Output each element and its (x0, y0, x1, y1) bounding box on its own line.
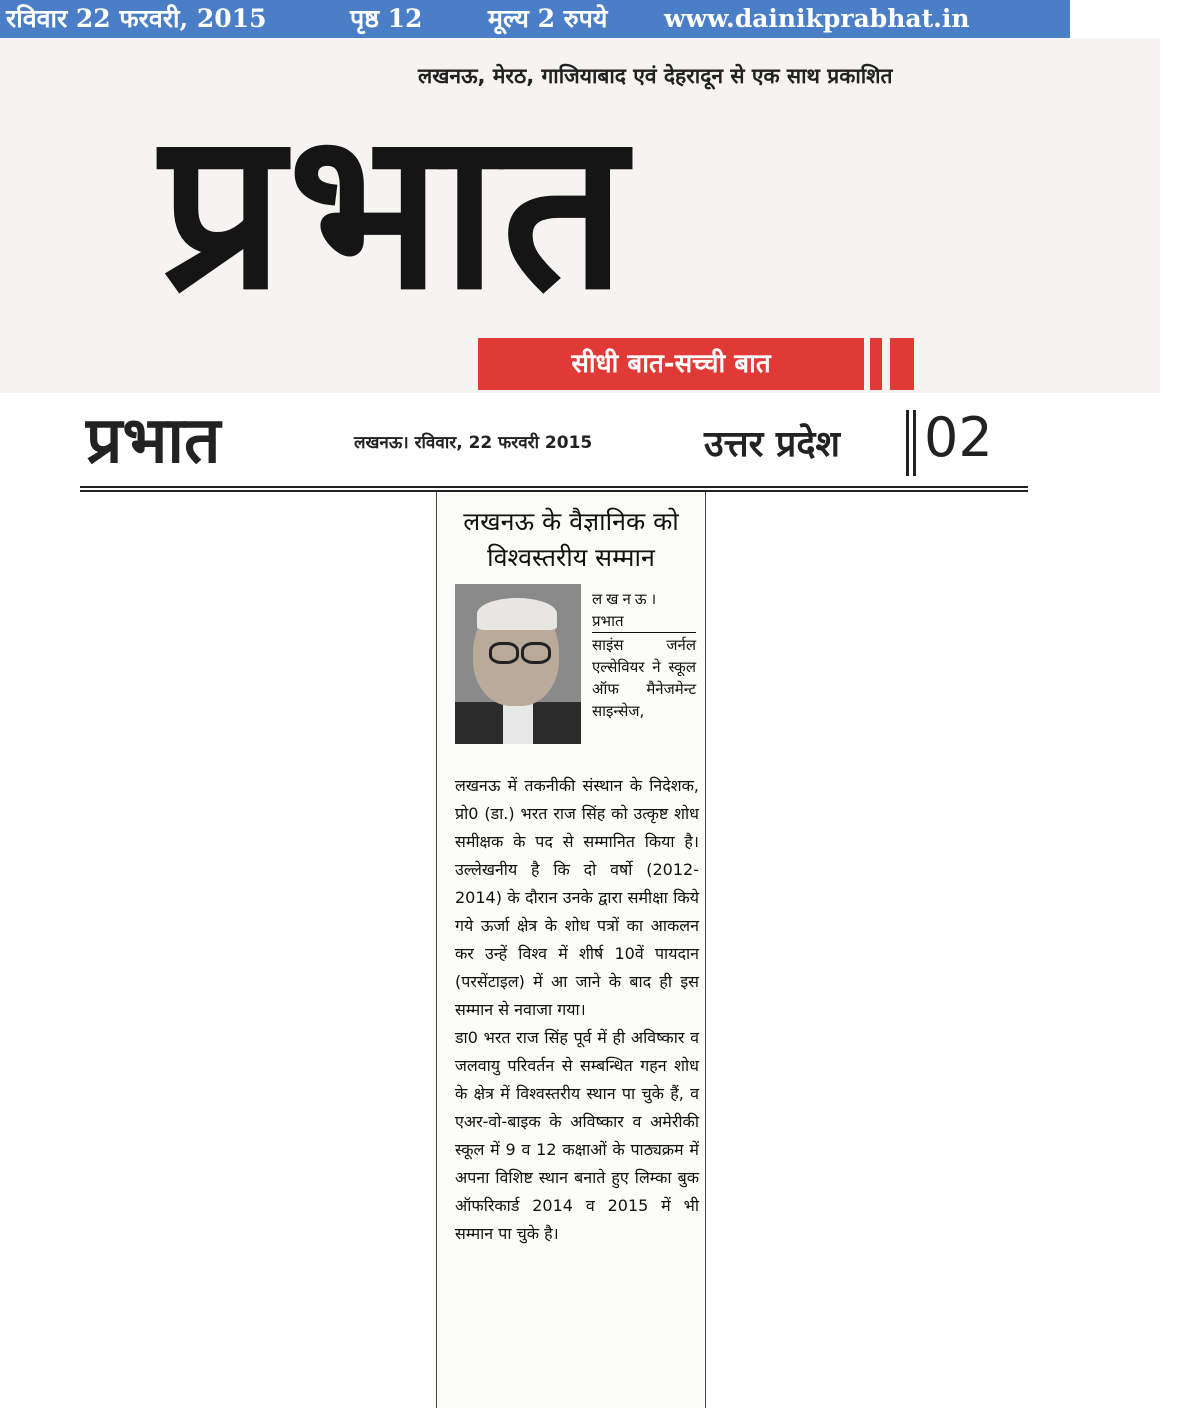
headline-line: विश्वस्तरीय सम्मान (487, 543, 655, 572)
photo-glasses (521, 642, 551, 664)
section-divider (906, 410, 909, 476)
article-side-text: साइंस जर्नल एल्सेवियर ने स्कूल ऑफ मैनेजमेन्ट साइन्सेज, (592, 636, 696, 720)
news-article (436, 492, 706, 1408)
tagline-accent-bar (870, 338, 882, 390)
article-byline (592, 588, 696, 633)
newspaper-logo: प्रभात (160, 85, 631, 338)
section-title: उत्तर प्रदेश (704, 424, 840, 465)
section-divider (913, 410, 916, 476)
top-date-bar (0, 0, 1070, 38)
headline-line: लखनऊ के वैज्ञानिक को (463, 507, 679, 536)
page-header-logo: प्रभात (86, 404, 221, 478)
page-header-dateline: लखनऊ। रविवार, 22 फरवरी 2015 (354, 433, 593, 453)
top-bar-price: मूल्य 2 रुपये (488, 4, 608, 33)
top-bar-date: रविवार 22 फरवरी, 2015 (6, 4, 267, 33)
publishing-cities: लखनऊ, मेरठ, गाजियाबाद एवं देहरादून से एक साथ प्रकाशित (418, 64, 893, 88)
article-body (455, 772, 699, 1248)
top-bar-website: www.dainikprabhat.in (664, 4, 970, 33)
article-paragraph: लखनऊ में तकनीकी संस्थान के निदेशक, प्रो0 (डा.) भरत राज सिंह को उत्कृष्ट शोध समीक्षक के पद से सम्मानित किया है। उल्लेखनीय है कि दो वर्षो (2012-2014) के दौरान उनके द्वारा समीक्षा किये गये ऊर्जा क्षेत्र के शोध पत्रों का आकलन कर उन्हें विश्व में शीर्ष 10वें पायदान (परसेंटाइल) में आ जाने के बाद ही इस सम्मान से नवाजा गया। (455, 776, 699, 1019)
photo-shirt (503, 702, 533, 744)
photo-hair (477, 598, 557, 630)
tagline-accent-bar (890, 338, 914, 390)
top-bar-page: पृष्ठ 12 (350, 4, 423, 33)
article-paragraph: डा0 भरत राज सिंह पूर्व में ही अविष्कार व जलवायु परिवर्तन से सम्बन्धित गहन शोध के क्षेत्र में विश्वस्तरीय स्थान पा चुके हैं, व एअर-वो-बाइक के अविष्कार व अमेरीकी स्कूल में 9 व 12 कक्षाओं के पाठ्यक्रम में अपना विशिष्ट स्थान बनाते हुए लिम्का बुक ऑफरिकार्ड 2014 व 2015 में भी सम्मान पा चुके है। (455, 1028, 699, 1243)
byline-source: प्रभात (592, 610, 696, 633)
page-header (80, 400, 1028, 492)
scientist-photo (455, 584, 581, 744)
photo-glasses (489, 642, 519, 664)
page-number: 02 (924, 406, 993, 469)
article-headline (437, 504, 705, 576)
byline-city: लखनऊ। (592, 590, 661, 608)
tagline-banner: सीधी बात-सच्ची बात (478, 338, 864, 390)
